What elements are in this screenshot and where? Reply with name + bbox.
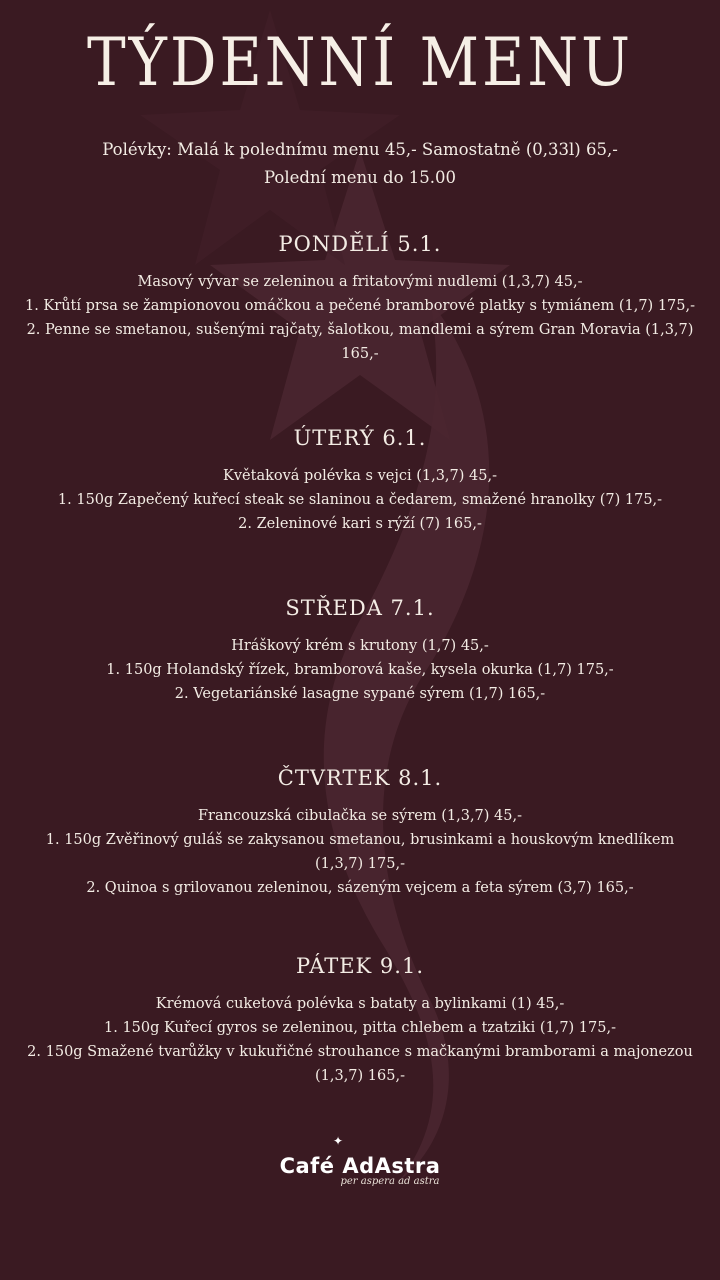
dish-soup: Krémová cuketová polévka s bataty a bylinkami (1) 45,-: [155, 996, 565, 1012]
intro-info: [0, 136, 720, 192]
dish-1: 1. 150g Zvěřinový guláš se zakysanou smetanou, brusinkami a houskovým knedlíkem (1,3,7) 175,-: [45, 832, 675, 872]
day-thursday: [0, 766, 720, 900]
dish-1: 1. 150g Holandský řízek, bramborová kaše, kysela okurka (1,7) 175,-: [106, 662, 614, 678]
dish-soup: Květaková polévka s vejci (1,3,7) 45,-: [223, 468, 497, 484]
day-wednesday: [0, 596, 720, 706]
dish-2: 2. Penne se smetanou, sušenými rajčaty, šalotkou, mandlemi a sýrem Gran Moravia (1,3,7) 165,-: [26, 322, 694, 362]
dish-2: 2. Zeleninové kari s rýží (7) 165,-: [238, 516, 482, 532]
day-title: ÚTERÝ 6.1.: [293, 426, 427, 450]
dish-2: 2. Quinoa s grilovanou zeleninou, sázeným vejcem a feta sýrem (3,7) 165,-: [86, 880, 634, 896]
day-tuesday: [0, 426, 720, 536]
dish-soup: Masový vývar se zeleninou a fritatovými nudlemi (1,3,7) 45,-: [137, 274, 583, 290]
lunch-hours: Polední menu do 15.00: [263, 168, 456, 187]
day-title: PÁTEK 9.1.: [296, 954, 424, 978]
logo-tagline: per aspera ad astra: [340, 1176, 440, 1187]
page-title: TÝDENNÍ MENU: [86, 22, 634, 102]
dish-soup: Francouzská cibulačka se sýrem (1,3,7) 45,-: [197, 808, 523, 824]
cafe-logo: [0, 1136, 720, 1187]
dish-1: 1. 150g Kuřecí gyros se zeleninou, pitta chlebem a tzatziki (1,7) 175,-: [104, 1020, 616, 1036]
dish-soup: Hráškový krém s krutony (1,7) 45,-: [231, 638, 489, 654]
soup-prices: Polévky: Malá k polednímu menu 45,- Samostatně (0,33l) 65,-: [102, 140, 618, 159]
day-title: STŘEDA 7.1.: [285, 596, 435, 620]
star-swoosh-icon: ✦: [333, 1134, 344, 1148]
day-friday: [0, 954, 720, 1088]
dish-1: 1. Krůtí prsa se žampionovou omáčkou a pečené bramborové platky s tymiánem (1,7) 175,-: [24, 298, 696, 314]
logo-name: Café AdAstra: [279, 1154, 441, 1178]
day-title: PONDĚLÍ 5.1.: [278, 232, 442, 256]
day-monday: [0, 232, 720, 366]
dish-2: 2. 150g Smažené tvarůžky v kukuřičné strouhance s mačkanými bramborami a majonezou (1,3,7) 165,-: [27, 1044, 693, 1084]
dish-2: 2. Vegetariánské lasagne sypané sýrem (1,7) 165,-: [174, 686, 546, 702]
dish-1: 1. 150g Zapečený kuřecí steak se slaninou a čedarem, smažené hranolky (7) 175,-: [57, 492, 663, 508]
day-title: ČTVRTEK 8.1.: [277, 766, 443, 790]
